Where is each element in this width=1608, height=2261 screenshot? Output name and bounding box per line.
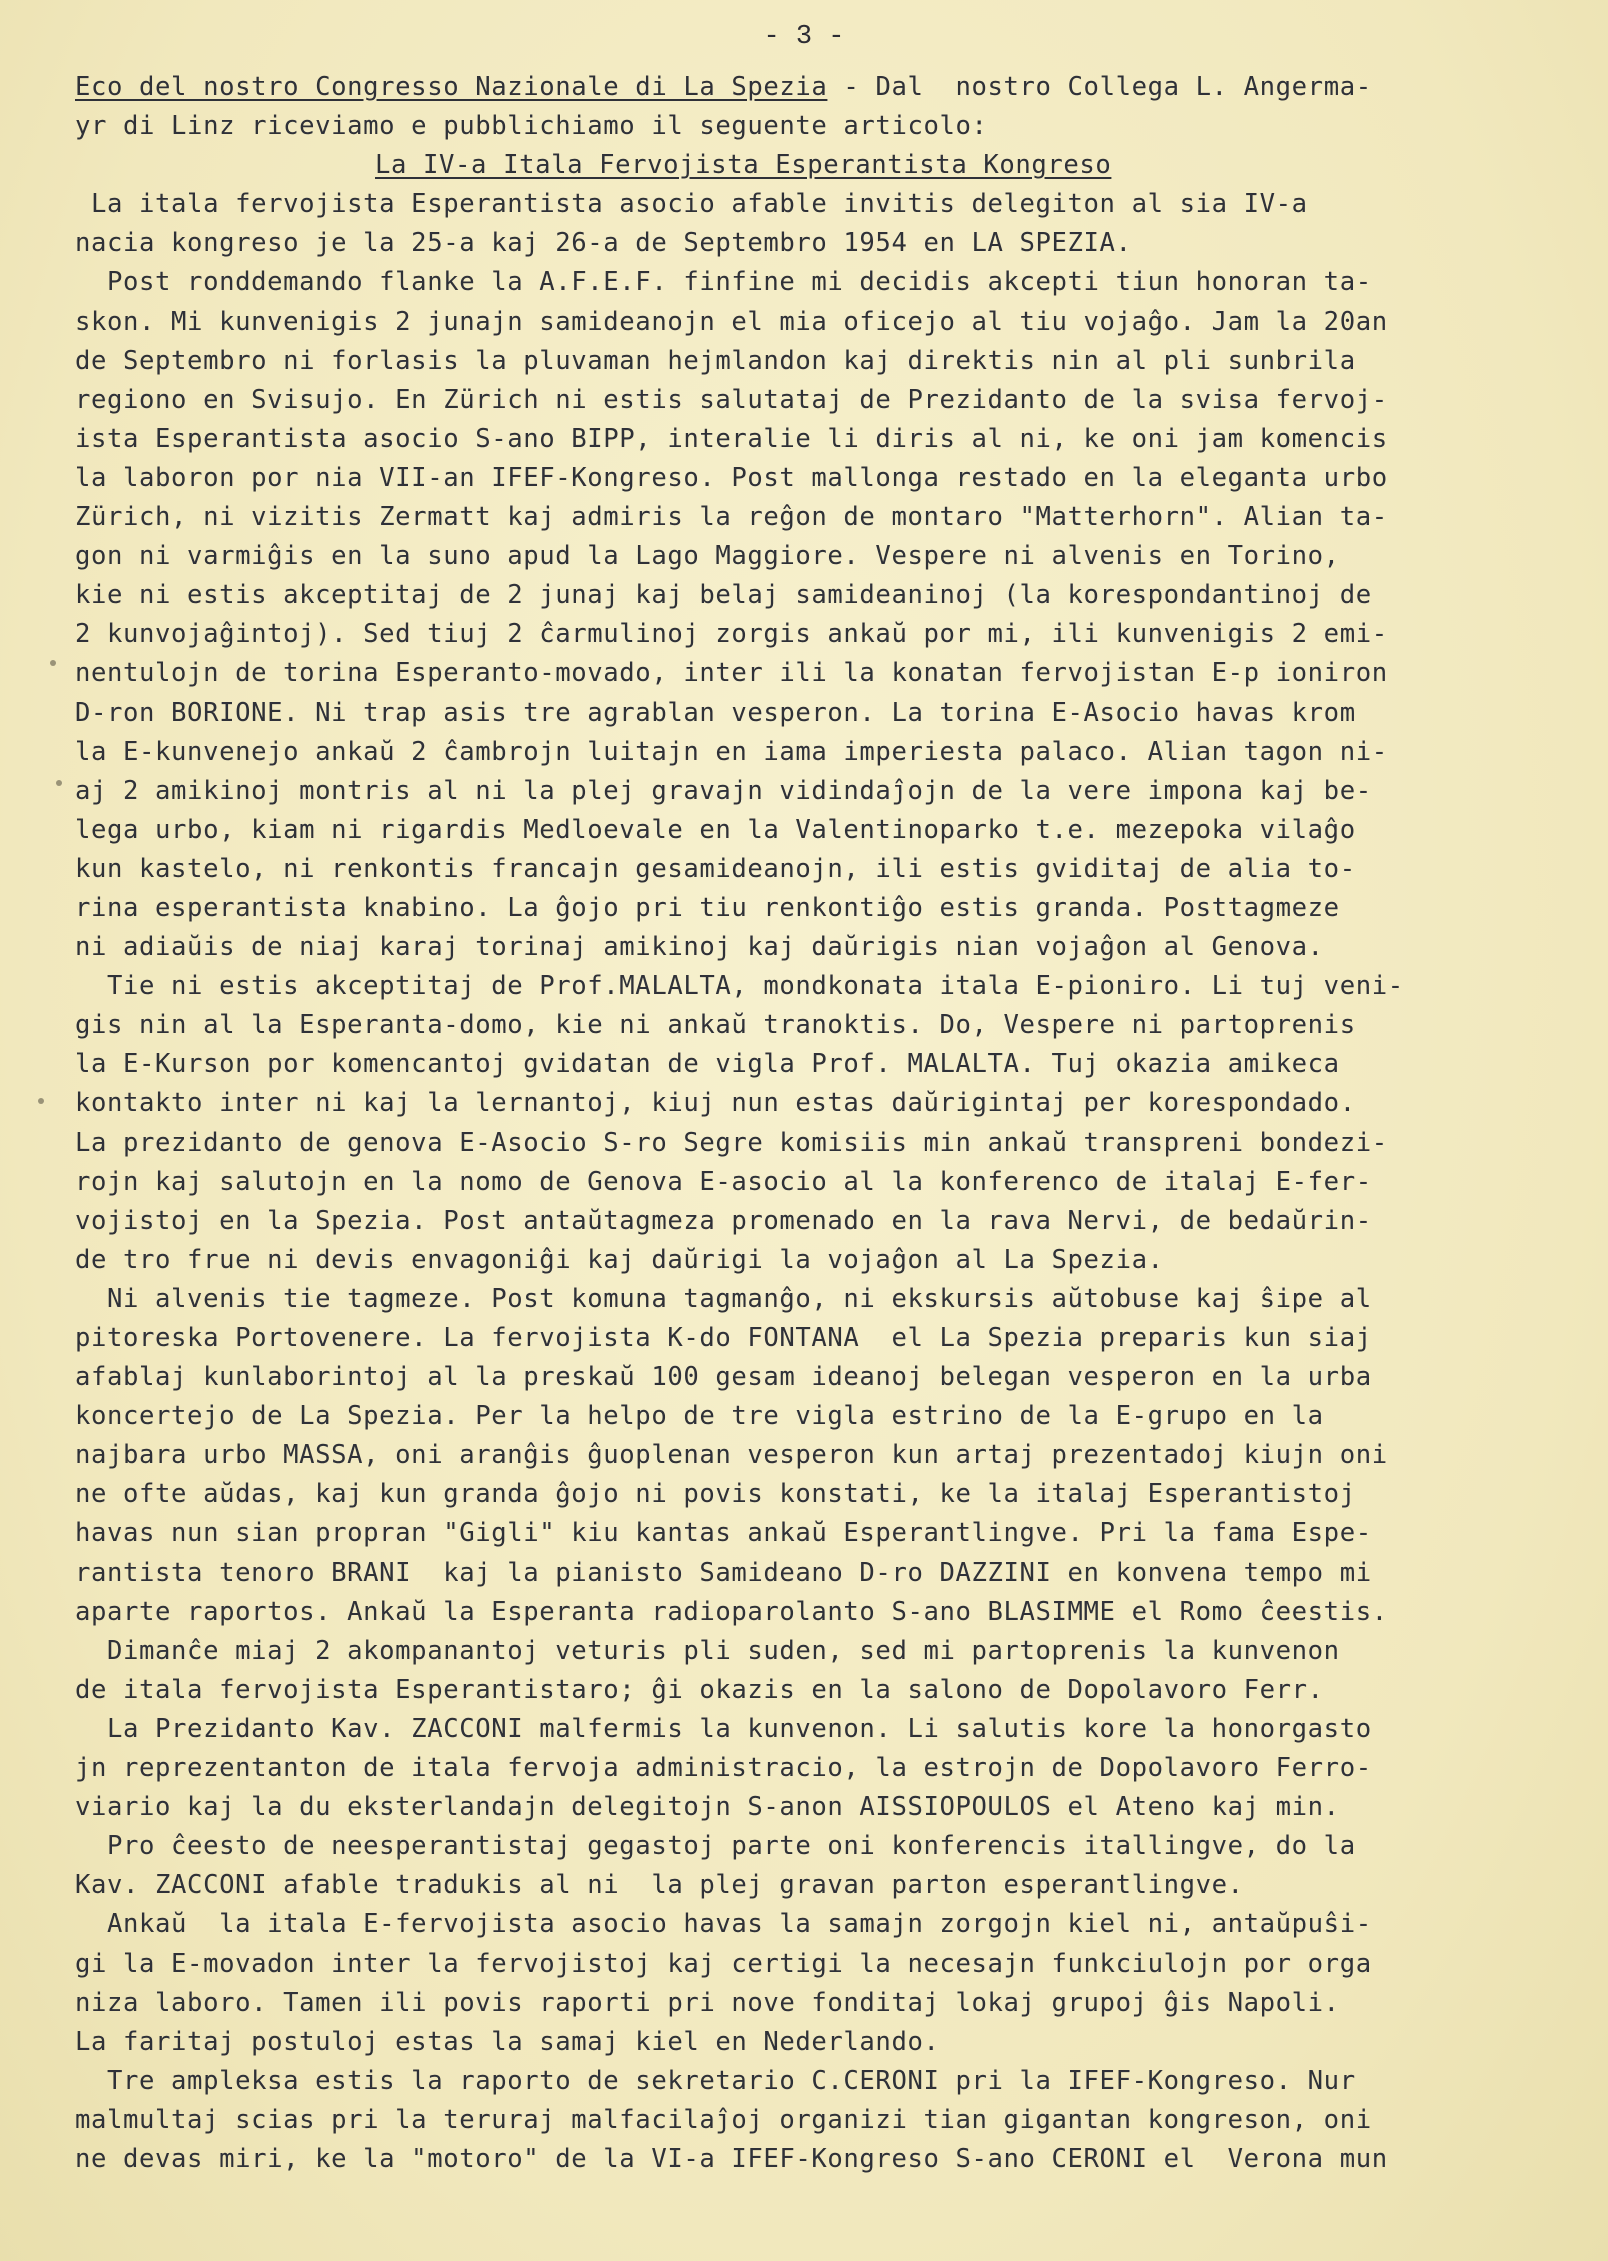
text-line: Zürich, ni vizitis Zermatt kaj admiris la reĝon de montaro "Matterhorn". Alian ta- <box>75 502 1388 533</box>
text-line: havas nun sian propran "Gigli" kiu kantas ankaŭ Esperantlingve. Pri la fama Espe- <box>75 1518 1372 1549</box>
text-line: la E-Kurson por komencantoj gvidatan de vigla Prof. MALALTA. Tuj okazia amikeca <box>75 1049 1340 1080</box>
paper-speck <box>38 1098 44 1104</box>
text-line: Dimanĉe miaj 2 akompanantoj veturis pli suden, sed mi partoprenis la kunvenon <box>75 1635 1340 1666</box>
text-line: Post ronddemando flanke la A.F.E.F. finfine mi decidis akcepti tiun honoran ta- <box>75 267 1372 298</box>
text-line: La faritaj postuloj estas la samaj kiel en Nederlando. <box>75 2026 940 2057</box>
text-line: lega urbo, kiam ni rigardis Medloevale en la Valentinoparko t.e. mezepoka vilaĝo <box>75 814 1356 845</box>
text-line: la laboron por nia VII-an IFEF-Kongreso. Post mallonga restado en la eleganta urbo <box>75 462 1388 493</box>
text-line: najbara urbo MASSA, oni aranĝis ĝuoplenan vesperon kun artaj prezentadoj kiujn oni <box>75 1440 1388 1471</box>
paper-speck <box>56 780 62 786</box>
intro-heading: Eco del nostro Congresso Nazionale di La Spezia <box>75 72 828 102</box>
text-line: gon ni varmiĝis en la suno apud la Lago Maggiore. Vespere ni alvenis en Torino, <box>75 541 1340 572</box>
article-body <box>75 185 1545 2179</box>
text-line: D-ron BORIONE. Ni trap asis tre agrablan vesperon. La torina E-Asocio havas krom <box>75 697 1356 728</box>
paper-speck <box>50 660 56 666</box>
text-line: de Septembro ni forlasis la pluvaman hejmlandon kaj direktis nin al pli sunbrila <box>75 345 1356 376</box>
document-body <box>75 68 1545 2179</box>
text-line: koncertejo de La Spezia. Per la helpo de tre vigla estrino de la E-grupo en la <box>75 1401 1324 1432</box>
text-line: gis nin al la Esperanta-domo, kie ni ankaŭ tranoktis. Do, Vespere ni partoprenis <box>75 1010 1356 1041</box>
intro-line-2: yr di Linz riceviamo e pubblichiamo il seguente articolo: <box>75 111 988 142</box>
text-line: nacia kongreso je la 25-a kaj 26-a de Septembro 1954 en LA SPEZIA. <box>75 228 1132 259</box>
text-line: nentulojn de torina Esperanto-movado, inter ili la konatan fervojistan E-p ioniron <box>75 658 1388 689</box>
article-title: La IV-a Itala Fervojista Esperantista Kongreso <box>375 150 1112 181</box>
text-line: aj 2 amikinoj montris al ni la plej gravajn vidindaĵojn de la vere impona kaj be- <box>75 775 1372 806</box>
text-line: pitoreska Portovenere. La fervojista K-do FONTANA el La Spezia preparis kun siaj <box>75 1323 1372 1353</box>
text-line: kun kastelo, ni renkontis francajn gesamideanojn, ili estis gviditaj de alia to- <box>75 853 1356 884</box>
text-line: malmultaj scias pri la teruraj malfacilaĵoj organizi tian gigantan kongreson, oni <box>75 2104 1372 2135</box>
text-line: 2 kunvojaĝintoj). Sed tiuj 2 ĉarmulinoj zorgis ankaŭ por mi, ili kunvenigis 2 emi- <box>75 619 1388 650</box>
text-line: ne devas miri, ke la "motoro" de la VI-a IFEF-Kongreso S-ano CERONI el Verona mun <box>75 2143 1388 2174</box>
article-title-row <box>75 146 1545 185</box>
text-line: La itala fervojista Esperantista asocio afable invitis delegiton al sia IV-a <box>75 189 1308 220</box>
text-line: Pro ĉeesto de neesperantistaj gegastoj parte oni konferencis itallingve, do la <box>75 1831 1356 1862</box>
text-line: ne ofte aŭdas, kaj kun granda ĝojo ni povis konstati, ke la italaj Esperantistoj <box>75 1479 1356 1510</box>
text-line: La prezidanto de genova E-Asocio S-ro Segre komisiis min ankaŭ transpreni bondezi- <box>75 1127 1388 1158</box>
text-line: de tro frue ni devis envagoniĝi kaj daŭrigi la vojaĝon al La Spezia. <box>75 1244 1164 1275</box>
text-line: Ni alvenis tie tagmeze. Post komuna tagmanĝo, ni ekskursis aŭtobuse kaj ŝipe al <box>75 1283 1372 1314</box>
text-line: Kav. ZACCONI afable tradukis al ni la plej gravan parton esperantlingve. <box>75 1870 1244 1901</box>
text-line: Ankaŭ la itala E-fervojista asocio havas la samajn zorgojn kiel ni, antaŭpuŝi- <box>75 1909 1372 1940</box>
text-line: la E-kunvenejo ankaŭ 2 ĉambrojn luitajn en iama imperiesta palaco. Alian tagon ni- <box>75 736 1388 767</box>
text-line: de itala fervojista Esperantistaro; ĝi okazis en la salono de Dopolavoro Ferr. <box>75 1674 1324 1705</box>
text-line: afablaj kunlaborintoj al la preskaŭ 100 gesam ideanoj belegan vesperon en la urba <box>75 1362 1372 1393</box>
page-number: - 3 - <box>763 22 845 52</box>
text-line: niza laboro. Tamen ili povis raporti pri nove fonditaj lokaj grupoj ĝis Napoli. <box>75 1987 1340 2018</box>
text-line: aparte raportos. Ankaŭ la Esperanta radioparolanto S-ano BLASIMME el Romo ĉeestis. <box>75 1596 1388 1627</box>
text-line: rojn kaj salutojn en la nomo de Genova E-asocio al la konferenco de italaj E-fer- <box>75 1166 1372 1197</box>
text-line: rina esperantista knabino. La ĝojo pri tiu renkontiĝo estis granda. Posttagmeze <box>75 892 1340 923</box>
intro-line-1 <box>75 68 1545 107</box>
text-line: skon. Mi kunvenigis 2 junajn samideanojn el mia oficejo al tiu vojaĝo. Jam la 20an <box>75 306 1388 337</box>
text-line: viario kaj la du eksterlandajn delegitojn S-anon AISSIOPOULOS el Ateno kaj min. <box>75 1792 1340 1823</box>
text-line: rantista tenoro BRANI kaj la pianisto Samideano D-ro DAZZINI en konvena tempo mi <box>75 1557 1372 1588</box>
text-line: vojistoj en la Spezia. Post antaŭtagmeza promenado en la rava Nervi, de bedaŭrin- <box>75 1205 1372 1236</box>
text-line: kontakto inter ni kaj la lernantoj, kiuj nun estas daŭrigintaj per korespondado. <box>75 1088 1356 1119</box>
text-line: Tie ni estis akceptitaj de Prof.MALALTA, mondkonata itala E-pioniro. Li tuj veni- <box>75 971 1404 1002</box>
text-line: Tre ampleksa estis la raporto de sekretario C.CERONI pri la IFEF-Kongreso. Nur <box>75 2065 1356 2096</box>
text-line: La Prezidanto Kav. ZACCONI malfermis la kunvenon. Li salutis kore la honorgasto <box>75 1713 1372 1744</box>
text-line: kie ni estis akceptitaj de 2 junaj kaj belaj samideaninoj (la korespondantinoj de <box>75 580 1372 611</box>
text-line: jn reprezentanton de itala fervoja administracio, la estrojn de Dopolavoro Ferro- <box>75 1753 1372 1784</box>
text-line: gi la E-movadon inter la fervojistoj kaj certigi la necesajn funkciulojn por orga <box>75 1948 1372 1979</box>
text-line: regiono en Svisujo. En Zürich ni estis salutataj de Prezidanto de la svisa fervoj- <box>75 384 1388 415</box>
text-line: ista Esperantista asocio S-ano BIPP, interalie li diris al ni, ke oni jam komencis <box>75 423 1388 454</box>
text-line: ni adiaŭis de niaj karaj torinaj amikinoj kaj daŭrigis nian vojaĝon al Genova. <box>75 932 1324 963</box>
intro-line-1-rest: - Dal nostro Collega L. Angerma- <box>827 72 1372 102</box>
